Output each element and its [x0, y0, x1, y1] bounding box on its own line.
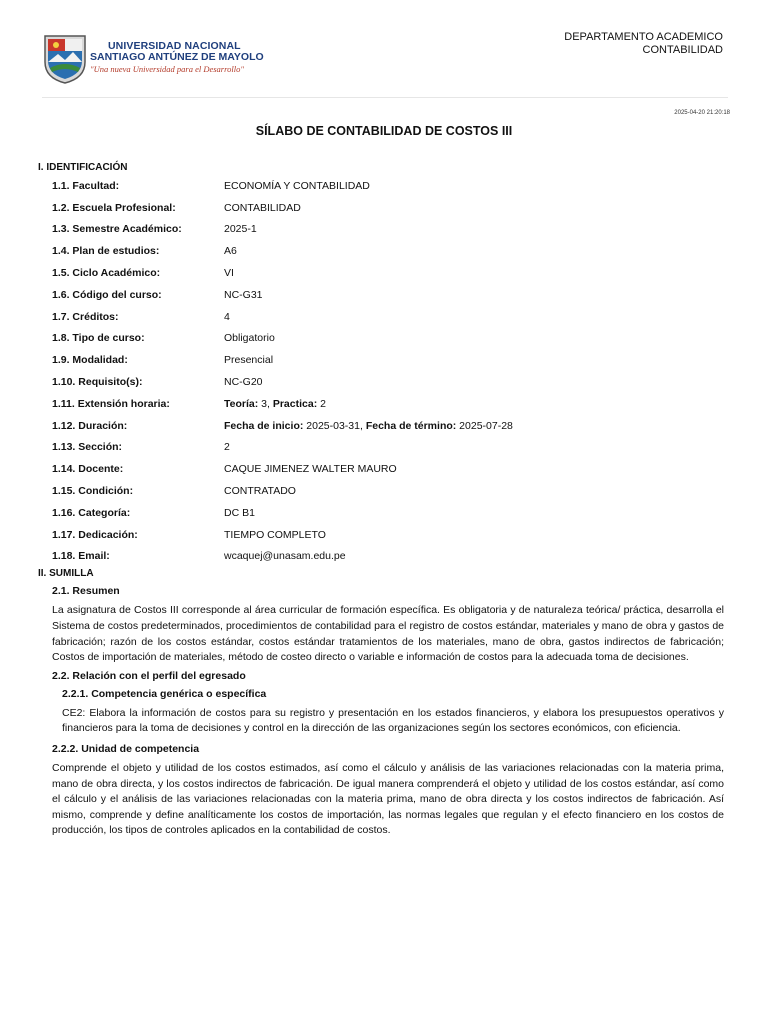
id-label: 1.7. Créditos:: [52, 310, 119, 323]
id-row: [38, 240, 724, 262]
document-body: [38, 161, 724, 839]
id-row: [38, 349, 724, 371]
header-divider: [42, 97, 728, 98]
page-header: [0, 0, 768, 98]
id-value: Presencial: [224, 354, 274, 367]
id-label: 1.5. Ciclo Académico:: [52, 267, 161, 280]
department-line2: CONTABILIDAD: [642, 44, 723, 56]
id-label: 1.4. Plan de estudios:: [52, 245, 160, 258]
id-value: A6: [224, 245, 237, 258]
id-row: [38, 219, 724, 241]
id-row: [38, 284, 724, 306]
id-label: 1.2. Escuela Profesional:: [52, 201, 176, 214]
practica-value: 2: [317, 397, 326, 410]
id-row: [38, 175, 724, 197]
teoria-label: Teoría:: [224, 397, 259, 410]
generated-timestamp: 2025-04-20 21:20:18: [674, 110, 730, 116]
id-label: 1.15. Condición:: [52, 485, 134, 498]
id-row: [38, 524, 724, 546]
id-row: [38, 480, 724, 502]
inicio-value: 2025-03-31,: [303, 419, 366, 432]
id-label: 1.6. Código del curso:: [52, 288, 162, 301]
id-value: CONTRATADO: [224, 485, 296, 498]
id-row-duracion: [38, 415, 724, 437]
id-label: 1.8. Tipo de curso:: [52, 332, 145, 345]
id-label: 1.1. Facultad:: [52, 179, 120, 192]
id-label: 1.3. Semestre Académico:: [52, 223, 182, 236]
id-value: [224, 398, 326, 410]
id-value: NC-G20: [224, 376, 263, 389]
id-row: [38, 437, 724, 459]
unidad-paragraph: Comprende el objeto y utilidad de los costos estimados, así como el cálculo y análisis de las variaciones relacionadas con la materia prima, mano de obra directa, y los costos indirectos de fabricación. De igual manera comprenderá el objeto y utilidad de los costos estándar, así como el cálculo y el análisis de las variaciones relacionadas con la materia prima, mano de obra directa y los costos indirectos de fabricación. Así mismo, comprende y define analíticamente los costos de importación, las normas legales que regulan y el efecto financiero en los costos de producción, los tipos de controles aplicados en la contabilidad de costos.: [52, 761, 724, 837]
id-row: [38, 502, 724, 524]
id-label: 1.18. Email:: [52, 550, 110, 563]
section-sumilla-heading: II. SUMILLA: [38, 568, 94, 580]
id-value: VI: [224, 267, 234, 280]
id-label: 1.9. Modalidad:: [52, 354, 128, 367]
relacion-heading: 2.2. Relación con el perfil del egresado: [52, 669, 246, 682]
university-logo: [42, 32, 264, 84]
termino-label: Fecha de término:: [365, 419, 457, 432]
id-label: 1.13. Sección:: [52, 441, 123, 454]
termino-value: 2025-07-28: [456, 419, 513, 432]
id-row: [38, 197, 724, 219]
id-row-extension: [38, 393, 724, 415]
id-value: Obligatorio: [224, 332, 275, 345]
id-value: 2: [224, 441, 230, 454]
unidad-heading: 2.2.2. Unidad de competencia: [52, 742, 200, 755]
id-value: TIEMPO COMPLETO: [224, 528, 326, 541]
id-label: 1.17. Dedicación:: [52, 528, 138, 541]
university-slogan: "Una nueva Universidad para el Desarrollo": [90, 64, 244, 74]
id-row: [38, 371, 724, 393]
resumen-heading: 2.1. Resumen: [52, 585, 120, 598]
teoria-value: 3,: [258, 397, 273, 410]
university-shield-icon: [42, 32, 88, 84]
id-value: CAQUE JIMENEZ WALTER MAURO: [224, 463, 397, 476]
inicio-label: Fecha de inicio:: [224, 419, 304, 432]
id-label: 1.16. Categoría:: [52, 506, 131, 519]
university-name-line2: SANTIAGO ANTÚNEZ DE MAYOLO: [90, 51, 264, 63]
id-value: ECONOMÍA Y CONTABILIDAD: [224, 179, 370, 192]
id-label: 1.11. Extensión horaria:: [52, 397, 170, 410]
id-value: [224, 420, 513, 432]
email-value[interactable]: wcaquej@unasam.edu.pe: [224, 550, 346, 563]
id-row: [38, 546, 724, 568]
practica-label: Practica:: [272, 397, 318, 410]
document-title: SÍLABO DE CONTABILIDAD DE COSTOS III: [255, 124, 513, 138]
id-value: DC B1: [224, 506, 255, 519]
university-name-line1: UNIVERSIDAD NACIONAL: [108, 40, 241, 52]
resumen-paragraph: La asignatura de Costos III corresponde al área curricular de formación específica. Es obligatoria y de naturaleza teórica/ práctica, desarrolla el Sistema de costos predeterminados, procedimientos de contabilidad para el registro de costos estándar, materiales y mano de obra y gastos de fabricación; razón de los costos estándar, costos estándar tratamientos de los materiales, mano de obra, gastos indirectos de fabricación; Costos de importación de materiales, método de costeo directo o variable e información de costos para la adecuada toma de decisiones.: [52, 604, 724, 664]
id-label: 1.14. Docente:: [52, 463, 124, 476]
identification-table: [38, 175, 724, 567]
id-row: [38, 458, 724, 480]
department-line1: DEPARTAMENTO ACADEMICO: [564, 31, 723, 43]
id-row: [38, 262, 724, 284]
id-label: 1.10. Requisito(s):: [52, 376, 143, 389]
id-label: 1.12. Duración:: [52, 419, 128, 432]
id-value: 2025-1: [224, 223, 257, 236]
id-value: NC-G31: [224, 288, 263, 301]
id-row: [38, 328, 724, 350]
competencia-paragraph: CE2: Elabora la información de costos para su registro y presentación en los estados financieros, y elabora los presupuestos operativos y financieros para la toma de decisiones y control en la dirección de las organizaciones según los sectores económicos, con eficiencia.: [62, 706, 724, 735]
competencia-heading: 2.2.1. Competencia genérica o específica: [62, 687, 267, 700]
id-value: CONTABILIDAD: [224, 201, 301, 214]
id-row: [38, 306, 724, 328]
department-block: [564, 31, 723, 57]
section-identificacion-heading: I. IDENTIFICACIÓN: [38, 162, 128, 173]
id-value: 4: [224, 310, 230, 323]
